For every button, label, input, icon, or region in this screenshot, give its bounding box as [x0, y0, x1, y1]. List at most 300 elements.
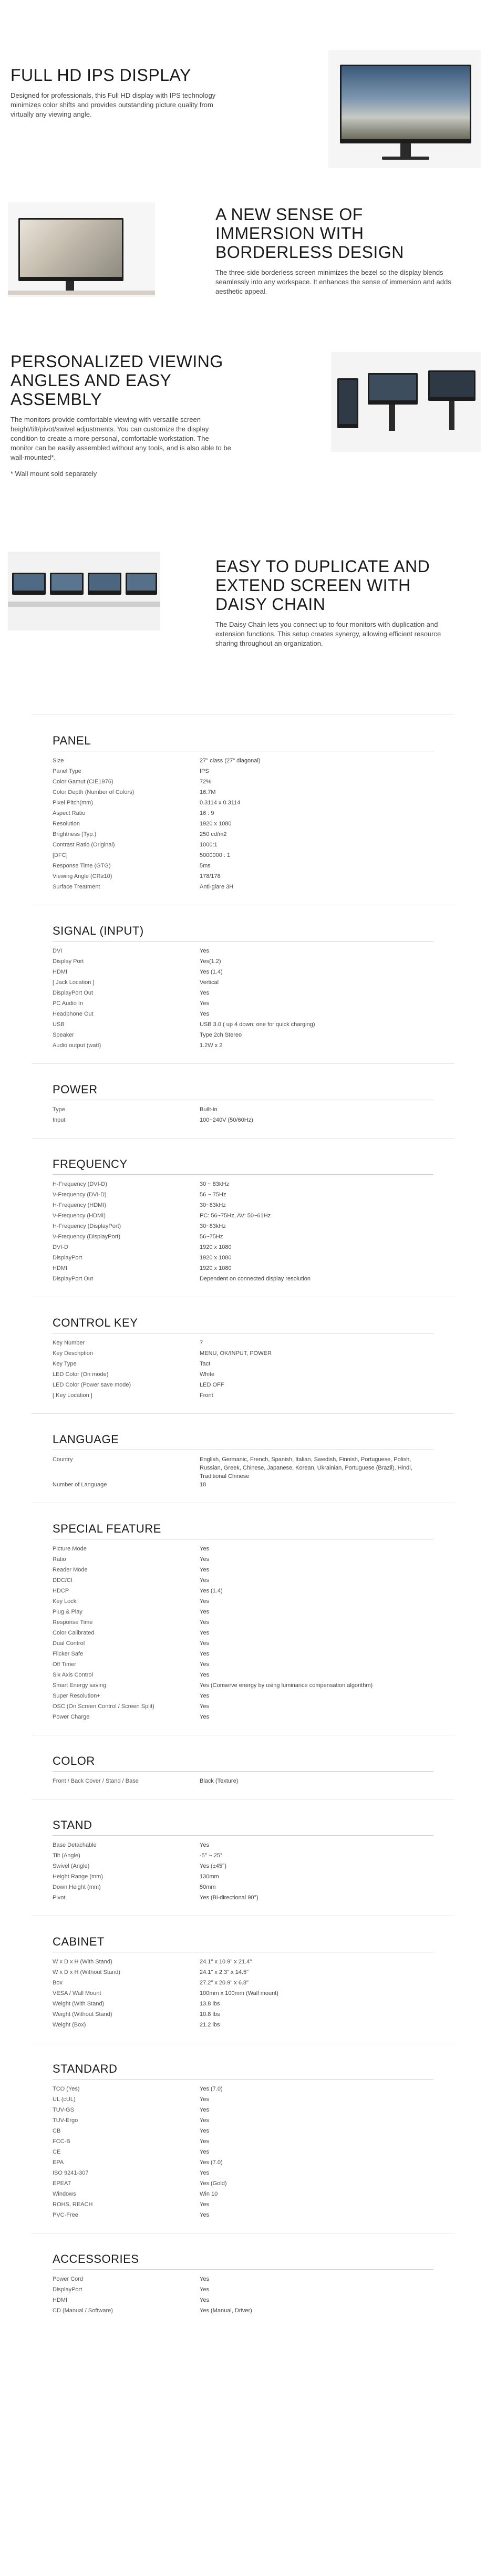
spec-row: [53, 1872, 433, 1883]
spec-label: VESA / Wall Mount: [53, 1990, 101, 1996]
spec-value: USB 3.0 ( up 4 down: one for quick charging): [200, 1021, 315, 1028]
spec-label: Input: [53, 1117, 66, 1123]
spec-label: Windows: [53, 2191, 76, 2197]
spec-row: [53, 1010, 433, 1020]
spec-value: Win 10: [200, 2191, 218, 2197]
spec-row: [53, 1233, 433, 1243]
spec-section-title: STANDARD: [53, 2062, 118, 2075]
section-title-underline: [53, 1771, 433, 1772]
spec-value: Yes: [200, 2297, 209, 2303]
spec-label: Response Time (GTG): [53, 863, 111, 869]
spec-value: 250 cd/m2: [200, 831, 227, 837]
spec-row: [53, 957, 433, 968]
feature-title: EASY TO DUPLICATE AND EXTEND SCREEN WITH DAISY CHAIN: [215, 557, 430, 614]
spec-label: DisplayPort: [53, 2287, 82, 2293]
spec-value: Yes (Conserve energy by using luminance compensation algorithm): [200, 1682, 373, 1689]
spec-label: Country: [53, 1456, 73, 1463]
spec-label: DDC/CI: [53, 1577, 73, 1584]
spec-value: Type 2ch Stereo: [200, 1032, 242, 1038]
spec-label: Type: [53, 1106, 65, 1113]
spec-value: Anti-glare 3H: [200, 884, 234, 890]
spec-row: [53, 1116, 433, 1126]
spec-value: Yes: [200, 1630, 209, 1636]
spec-value: Yes: [200, 1000, 209, 1007]
spec-row: [53, 1713, 433, 1723]
spec-value: 1920 x 1080: [200, 1265, 232, 1271]
spec-value: 50mm: [200, 1884, 216, 1890]
spec-row: [53, 2169, 433, 2179]
spec-row: [53, 2211, 433, 2221]
section-title-underline: [53, 941, 433, 942]
feature-full-hd-ips: [0, 0, 486, 179]
spec-value: 56~75Hz: [200, 1234, 223, 1240]
spec-row: [53, 968, 433, 978]
spec-row: [53, 851, 433, 862]
spec-row: [53, 1587, 433, 1597]
spec-section-title: STAND: [53, 1818, 92, 1832]
feature-daisy-chain: [0, 541, 486, 715]
spec-label: Six Axis Control: [53, 1672, 94, 1678]
spec-label: Smart Energy saving: [53, 1682, 107, 1689]
spec-value: MENU, OK/INPUT, POWER: [200, 1350, 272, 1357]
spec-row: [53, 2021, 433, 2031]
spec-row: [53, 778, 433, 788]
spec-value: 1920 x 1080: [200, 1244, 232, 1250]
spec-row: [53, 1020, 433, 1031]
spec-value: Yes: [200, 2117, 209, 2124]
feature-title: PERSONALIZED VIEWING ANGLES AND EASY ASSEMBLY: [11, 352, 223, 409]
spec-row: [53, 2127, 433, 2137]
spec-label: Power Cord: [53, 2276, 84, 2282]
spec-row: [53, 809, 433, 820]
feature-body: The monitors provide comfortable viewing with versatile screen height/tilt/pivot/swivel adjustments. You can customize the display condition to create a more personal, comfortable workstation. The monitor can be easily assembled without any tools, and is also able to be wall-mounted*.: [11, 416, 231, 461]
spec-value: PC: 56~75Hz, AV: 50~61Hz: [200, 1213, 271, 1219]
spec-label: TCO (Yes): [53, 2086, 80, 2092]
spec-section: [0, 1297, 486, 1413]
spec-value: 24.1" x 10.9" x 21.4": [200, 1959, 252, 1965]
spec-value: Yes (1.4): [200, 969, 223, 975]
spec-value: Yes: [200, 2149, 209, 2155]
spec-row: [53, 1629, 433, 1639]
spec-row: [53, 2106, 433, 2116]
spec-label: Box: [53, 1980, 63, 1986]
spec-row: [53, 1391, 433, 1402]
spec-value: Yes: [200, 990, 209, 996]
spec-label: Resolution: [53, 821, 80, 827]
spec-value: 13.8 lbs: [200, 2001, 220, 2007]
feature-body: The Daisy Chain lets you connect up to four monitors with duplication and extension functions. This setup creates synergy, allowing efficient resource sharing throughout an organization.: [215, 620, 441, 647]
spec-value: 27.2" x 20.9" x 6.8": [200, 1980, 249, 1986]
spec-value: Yes: [200, 1693, 209, 1699]
spec-label: Panel Type: [53, 768, 81, 774]
spec-label: Height Range (mm): [53, 1874, 103, 1880]
spec-row: [53, 767, 433, 778]
spec-value: 24.1" x 2.3" x 14.5": [200, 1969, 249, 1975]
feature-borderless-design: [0, 179, 486, 342]
spec-label: Key Type: [53, 1361, 77, 1367]
spec-label: Flicker Safe: [53, 1651, 84, 1657]
spec-row: [53, 1841, 433, 1851]
feature-body: The three-side borderless screen minimizes the bezel so the display blends seamlessly into any workspace. It enhances the sense of immersion and adds aesthetic appeal.: [215, 268, 451, 295]
spec-row: [53, 2000, 433, 2010]
spec-value: Yes: [200, 1577, 209, 1584]
spec-label: Off Timer: [53, 1661, 77, 1668]
feature-title: FULL HD IPS DISPLAY: [11, 66, 191, 85]
spec-label: Ratio: [53, 1556, 66, 1563]
spec-value: Black (Texture): [200, 1778, 239, 1784]
spec-label: Down Height (mm): [53, 1884, 101, 1890]
spec-row: [53, 1201, 433, 1212]
spec-row: [53, 1222, 433, 1233]
spec-row: [53, 1671, 433, 1681]
spec-label: Super Resolution+: [53, 1693, 100, 1699]
spec-label: USB: [53, 1021, 65, 1028]
spec-value: Yes: [200, 1672, 209, 1678]
spec-value: Yes (Bi-directional 90°): [200, 1895, 258, 1901]
monitor-city-image: [328, 50, 481, 168]
spec-row: [53, 1275, 433, 1285]
spec-row: [53, 2296, 433, 2306]
spec-row: [53, 1618, 433, 1629]
spec-row: [53, 2285, 433, 2296]
spec-value: Yes: [200, 1703, 209, 1710]
spec-label: Weight (Without Stand): [53, 2011, 112, 2018]
spec-row: [53, 978, 433, 989]
spec-label: Response Time: [53, 1619, 93, 1626]
spec-label: Picture Mode: [53, 1546, 87, 1552]
spec-row: [53, 2095, 433, 2106]
spec-value: 130mm: [200, 1874, 219, 1880]
spec-row: [53, 1031, 433, 1041]
spec-value: Yes(1.2): [200, 958, 221, 965]
spec-value: 16.7M: [200, 789, 216, 795]
spec-value: 178/178: [200, 873, 221, 880]
spec-row: [53, 1576, 433, 1587]
spec-label: Color Depth (Number of Colors): [53, 789, 135, 795]
spec-label: Contrast Ratio (Original): [53, 842, 115, 848]
spec-value: Yes: [200, 2128, 209, 2134]
spec-label: Tilt (Angle): [53, 1853, 80, 1859]
spec-value: Yes: [200, 1842, 209, 1848]
spec-row: [53, 1360, 433, 1370]
spec-label: H-Frequency (DisplayPort): [53, 1223, 121, 1229]
spec-value: 1.2W x 2: [200, 1042, 223, 1049]
specifications: [0, 715, 486, 2329]
spec-label: ISO 9241-307: [53, 2170, 89, 2176]
spec-label: Color Calibrated: [53, 1630, 95, 1636]
spec-row: [53, 1639, 433, 1650]
spec-label: TUV-GS: [53, 2107, 74, 2113]
spec-value: Yes: [200, 1640, 209, 1647]
daisy-chain-monitors-image: [8, 552, 160, 630]
spec-value: White: [200, 1371, 215, 1378]
spec-label: DisplayPort: [53, 1255, 82, 1261]
spec-row: [53, 1105, 433, 1116]
spec-label: Viewing Angle (CR≥10): [53, 873, 112, 880]
spec-label: Swivel (Angle): [53, 1863, 90, 1869]
spec-row: [53, 799, 433, 809]
spec-row: [53, 2190, 433, 2200]
spec-section: [0, 1735, 486, 1799]
spec-value: 30~83kHz: [200, 1223, 226, 1229]
spec-label: W x D x H (Without Stand): [53, 1969, 120, 1975]
spec-value: Yes (7.0): [200, 2159, 223, 2166]
spec-row: [53, 1566, 433, 1576]
spec-row: [53, 1545, 433, 1555]
spec-value: Yes: [200, 1011, 209, 1017]
spec-section: [0, 1916, 486, 2043]
spec-row: [53, 1692, 433, 1702]
spec-value: 56 ~ 75Hz: [200, 1192, 226, 1198]
spec-value: Yes (Gold): [200, 2180, 227, 2187]
spec-row: [53, 820, 433, 830]
spec-row: [53, 1041, 433, 1052]
spec-label: Key Description: [53, 1350, 94, 1357]
spec-value: Yes: [200, 1661, 209, 1668]
spec-row: [53, 1702, 433, 1713]
spec-row: [53, 830, 433, 841]
spec-section: [0, 1503, 486, 1735]
spec-section-title: CONTROL KEY: [53, 1316, 138, 1329]
spec-label: DisplayPort Out: [53, 990, 94, 996]
spec-label: DVI-D: [53, 1244, 68, 1250]
spec-value: Yes: [200, 1609, 209, 1615]
spec-value: 1920 x 1080: [200, 1255, 232, 1261]
spec-row: [53, 2306, 433, 2317]
spec-value: -5° ~ 25°: [200, 1853, 223, 1859]
spec-row: [53, 1989, 433, 2000]
spec-label: Surface Treatment: [53, 884, 100, 890]
spec-label: ROHS, REACH: [53, 2201, 93, 2208]
spec-value: Yes: [200, 1567, 209, 1573]
spec-label: Number of Language: [53, 1482, 107, 1488]
feature-body: Designed for professionals, this Full HD display with IPS technology minimizes color shifts and provides outstanding picture quality from virtually any viewing angle.: [11, 91, 216, 118]
spec-value: English, Germanic, French, Spanish, Italian, Swedish, Finnish, Portuguese, Polish, Russian, Greek, Chinese, Japanese, Korean, Ukrainian, Portuguese (Brazil), Hindi, Traditional Chinese: [200, 1456, 412, 1480]
spec-value: Yes: [200, 1598, 209, 1605]
spec-label: Display Port: [53, 958, 84, 965]
spec-section-title: SPECIAL FEATURE: [53, 1522, 161, 1535]
spec-label: V-Frequency (DisplayPort): [53, 1234, 120, 1240]
spec-label: Weight (With Stand): [53, 2001, 105, 2007]
spec-label: Power Charge: [53, 1714, 90, 1720]
spec-label: HDMI: [53, 1265, 68, 1271]
spec-row: [53, 841, 433, 851]
spec-row: [53, 2200, 433, 2211]
spec-row: [53, 947, 433, 957]
spec-label: EPEAT: [53, 2180, 71, 2187]
spec-row: [53, 1555, 433, 1566]
spec-label: PC Audio In: [53, 1000, 84, 1007]
spec-row: [53, 1968, 433, 1979]
spec-label: Size: [53, 758, 64, 764]
spec-value: Yes (7.0): [200, 2086, 223, 2092]
spec-section-title: FREQUENCY: [53, 1157, 128, 1171]
spec-value: 1000:1: [200, 842, 218, 848]
spec-row: [53, 1958, 433, 1968]
spec-row: [53, 2010, 433, 2021]
spec-label: Pivot: [53, 1895, 66, 1901]
spec-row: [53, 788, 433, 799]
spec-value: Yes: [200, 2212, 209, 2218]
spec-section-title: COLOR: [53, 1754, 95, 1767]
section-title-underline: [53, 2079, 433, 2080]
spec-row: [53, 1777, 433, 1787]
spec-label: CB: [53, 2128, 61, 2134]
spec-label: Reader Mode: [53, 1567, 88, 1573]
spec-value: Yes: [200, 2096, 209, 2103]
monitor-desk-image: [8, 202, 155, 297]
spec-row: [53, 999, 433, 1010]
spec-row: [53, 1862, 433, 1872]
spec-label: Speaker: [53, 1032, 74, 1038]
spec-row: [53, 2275, 433, 2285]
spec-row: [53, 872, 433, 883]
spec-row: [53, 1212, 433, 1222]
spec-label: Pixel Pitch(mm): [53, 800, 94, 806]
spec-label: H-Frequency (DVI-D): [53, 1181, 107, 1187]
spec-value: 72%: [200, 779, 212, 785]
spec-section: [0, 1139, 486, 1297]
spec-row: [53, 2085, 433, 2095]
spec-value: Yes (Manual, Driver): [200, 2308, 252, 2314]
spec-section-title: LANGUAGE: [53, 1433, 119, 1446]
spec-value: Tact: [200, 1361, 211, 1367]
spec-value: Yes: [200, 2201, 209, 2208]
spec-row: [53, 1339, 433, 1349]
spec-label: Dual Control: [53, 1640, 85, 1647]
spec-row: [53, 2148, 433, 2158]
spec-value: Yes: [200, 1556, 209, 1563]
spec-label: Audio output (watt): [53, 1042, 101, 1049]
spec-row: [53, 2158, 433, 2169]
spec-row: [53, 883, 433, 893]
spec-value: 0.3114 x 0.3114: [200, 800, 241, 806]
spec-value: Vertical: [200, 979, 219, 986]
spec-value: 27" class (27" diagonal): [200, 758, 261, 764]
spec-value: 18: [200, 1482, 206, 1488]
spec-row: [53, 1979, 433, 1989]
section-title-underline: [53, 2269, 433, 2270]
spec-row: [53, 1349, 433, 1360]
spec-row: [53, 1381, 433, 1391]
spec-label: [ Jack Location ]: [53, 979, 95, 986]
section-title-underline: [53, 1835, 433, 1836]
spec-value: Yes: [200, 1714, 209, 1720]
spec-value: 5000000 : 1: [200, 852, 231, 858]
feature-title: A NEW SENSE OF IMMERSION WITH BORDERLESS DESIGN: [215, 205, 404, 262]
spec-row: [53, 1191, 433, 1201]
spec-section: [0, 905, 486, 1063]
section-title-underline: [53, 1174, 433, 1175]
spec-value: 7: [200, 1340, 203, 1346]
spec-section: [0, 2233, 486, 2329]
spec-value: Front: [200, 1392, 213, 1399]
spec-row: [53, 2137, 433, 2148]
spec-section: [0, 1064, 486, 1138]
spec-label: Key Number: [53, 1340, 85, 1346]
spec-label: Brightness (Typ.): [53, 831, 97, 837]
spec-label: HDMI: [53, 969, 68, 975]
spec-value: Yes: [200, 2287, 209, 2293]
spec-row: [53, 1597, 433, 1608]
spec-value: 30 ~ 83kHz: [200, 1181, 229, 1187]
feature-personalized-viewing: [0, 342, 486, 541]
spec-row: [53, 1264, 433, 1275]
spec-label: UL (cUL): [53, 2096, 76, 2103]
spec-value: IPS: [200, 768, 209, 774]
spec-label: H-Frequency (HDMI): [53, 1202, 107, 1208]
spec-value: Built-in: [200, 1106, 218, 1113]
spec-label: Weight (Box): [53, 2022, 86, 2028]
spec-value: Yes: [200, 2276, 209, 2282]
spec-label: CD (Manual / Software): [53, 2308, 113, 2314]
spec-row: [53, 1883, 433, 1894]
spec-label: TUV-Ergo: [53, 2117, 78, 2124]
spec-label: CE: [53, 2149, 61, 2155]
spec-section: [0, 1799, 486, 1916]
spec-label: LED Color (On mode): [53, 1371, 109, 1378]
spec-section-title: POWER: [53, 1083, 98, 1096]
spec-label: Aspect Ratio: [53, 810, 86, 816]
spec-label: Front / Back Cover / Stand / Base: [53, 1778, 139, 1784]
spec-value: Yes (±45°): [200, 1863, 226, 1869]
spec-row: [53, 1650, 433, 1660]
spec-row: [53, 2179, 433, 2190]
spec-label: Key Lock: [53, 1598, 77, 1605]
spec-label: EPA: [53, 2159, 64, 2166]
spec-section-title: SIGNAL (INPUT): [53, 924, 144, 937]
spec-row: [53, 1660, 433, 1671]
spec-row: [53, 1254, 433, 1264]
spec-value: 1920 x 1080: [200, 821, 232, 827]
spec-value: Yes: [200, 2138, 209, 2145]
spec-value: Yes: [200, 1546, 209, 1552]
spec-label: V-Frequency (DVI-D): [53, 1192, 107, 1198]
spec-value: 16 : 9: [200, 810, 214, 816]
spec-section: [0, 1414, 486, 1503]
spec-label: Base Detachable: [53, 1842, 97, 1848]
spec-label: LED Color (Power save mode): [53, 1382, 131, 1388]
spec-label: [DFC]: [53, 852, 68, 858]
spec-label: Color Gamut (CIE1976): [53, 779, 113, 785]
spec-value: 10.8 lbs: [200, 2011, 220, 2018]
spec-label: V-Frequency (HDMI): [53, 1213, 106, 1219]
spec-value: Yes: [200, 2107, 209, 2113]
spec-section: [0, 715, 486, 905]
spec-label: HDMI: [53, 2297, 68, 2303]
spec-label: Plug & Play: [53, 1609, 82, 1615]
spec-label: FCC-B: [53, 2138, 70, 2145]
spec-row: [53, 1481, 433, 1491]
spec-row: [53, 862, 433, 872]
spec-section-title: ACCESSORIES: [53, 2252, 139, 2265]
spec-label: Headphone Out: [53, 1011, 94, 1017]
spec-value: 21.2 lbs: [200, 2022, 220, 2028]
spec-value: Yes: [200, 2170, 209, 2176]
spec-value: Dependent on connected display resolution: [200, 1276, 311, 1282]
spec-row: [53, 1180, 433, 1191]
spec-row: [53, 1455, 433, 1481]
spec-value: 100mm x 100mm (Wall mount): [200, 1990, 278, 1996]
spec-label: DisplayPort Out: [53, 1276, 94, 1282]
spec-value: Yes: [200, 948, 209, 954]
wall-mount-note: * Wall mount sold separately: [11, 470, 97, 478]
spec-row: [53, 757, 433, 767]
spec-label: PVC-Free: [53, 2212, 78, 2218]
spec-value: Yes: [200, 1619, 209, 1626]
spec-row: [53, 1370, 433, 1381]
spec-label: OSC (On Screen Control / Screen Split): [53, 1703, 154, 1710]
